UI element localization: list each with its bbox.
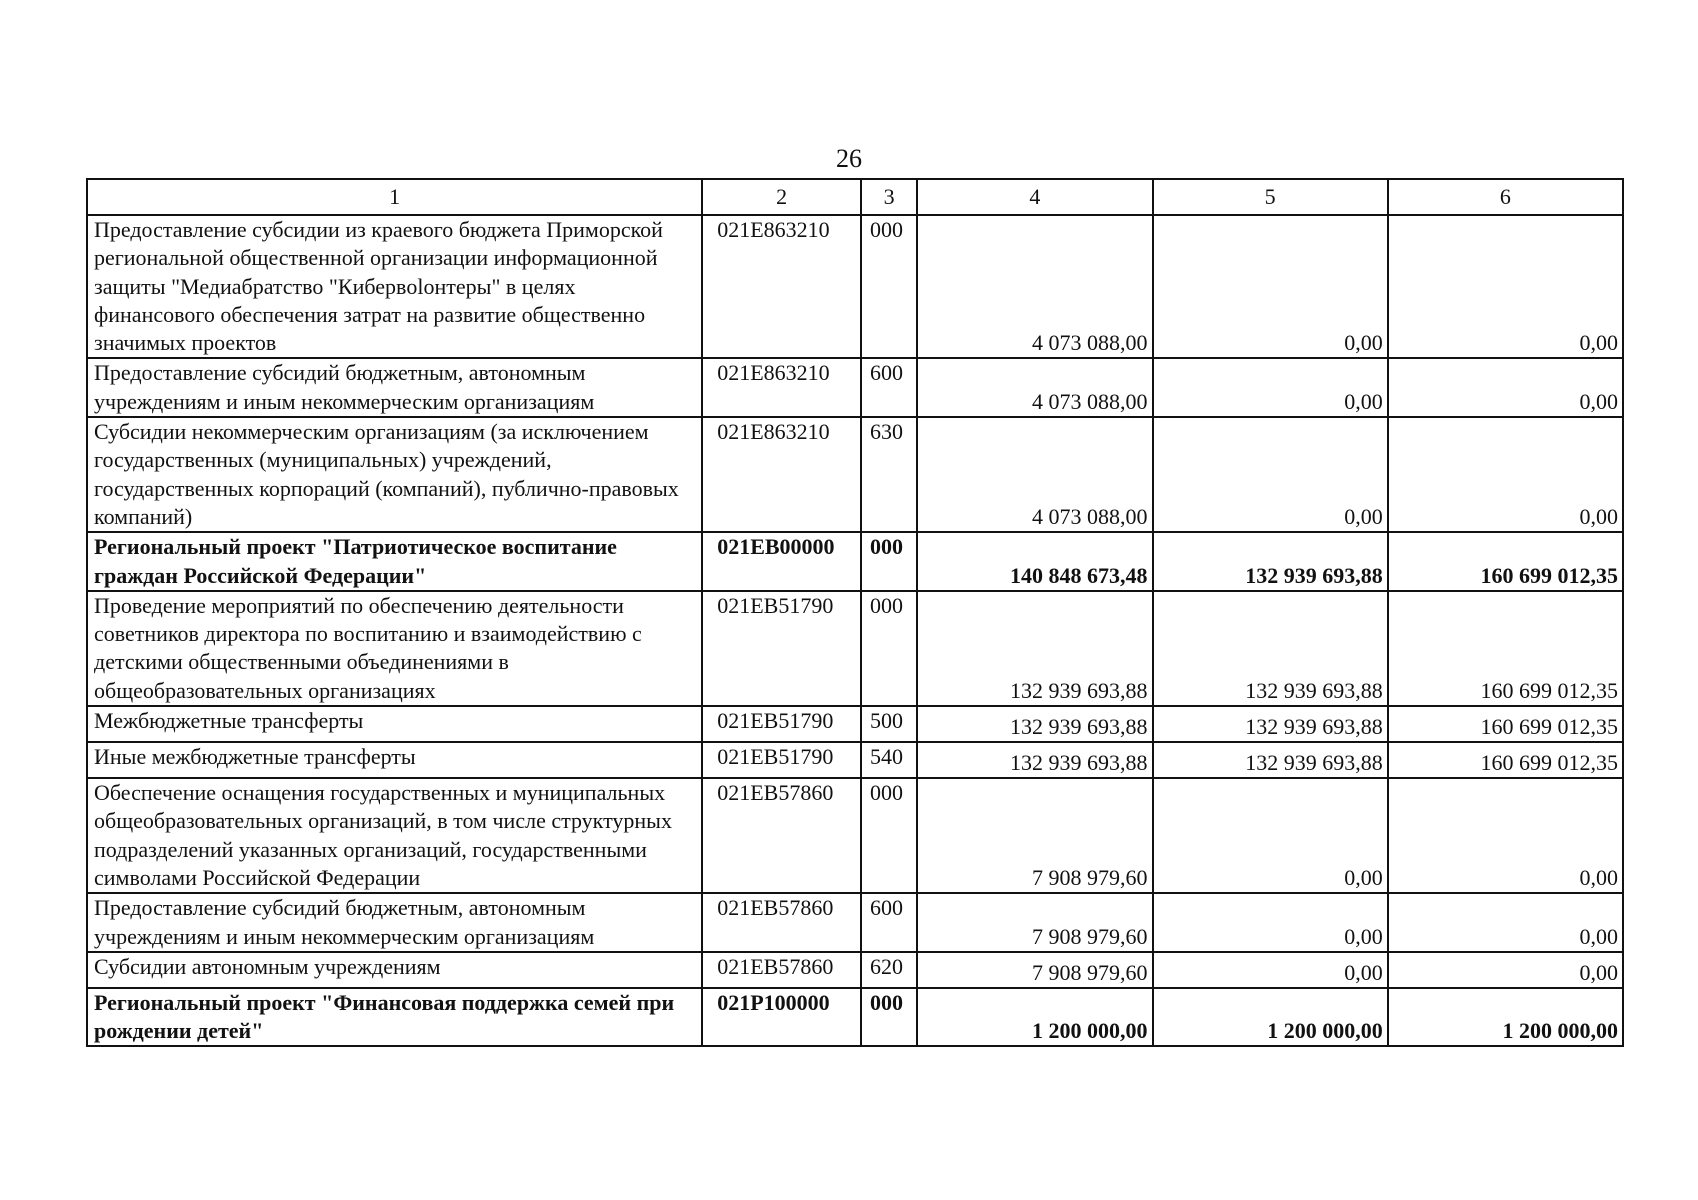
row-value-5: 132 939 693,88 — [1153, 591, 1388, 706]
row-name: Субсидии некоммерческим организациям (за исключением государственных (муниципальных) учреждений, государственных корпораций (компаний), публично-правовых компаний) — [87, 417, 702, 532]
row-code: 021EB57860 — [702, 893, 861, 952]
row-code: 021E863210 — [702, 417, 861, 532]
row-value-4: 4 073 088,00 — [917, 358, 1152, 417]
row-value-5: 132 939 693,88 — [1153, 532, 1388, 591]
table-row — [87, 778, 1623, 893]
table-row — [87, 742, 1623, 778]
row-code: 021EB51790 — [702, 591, 861, 706]
row-code: 021P100000 — [702, 988, 861, 1047]
row-kvr: 000 — [861, 591, 917, 706]
row-value-4: 132 939 693,88 — [917, 706, 1152, 742]
column-header-2: 2 — [702, 179, 861, 215]
row-value-5: 0,00 — [1153, 215, 1388, 358]
row-kvr: 600 — [861, 358, 917, 417]
budget-table — [86, 178, 1624, 1047]
table-row — [87, 706, 1623, 742]
row-value-6: 0,00 — [1388, 417, 1623, 532]
row-code: 021EB51790 — [702, 706, 861, 742]
table-row — [87, 358, 1623, 417]
row-name: Региональный проект "Финансовая поддержка семей при рождении детей" — [87, 988, 702, 1047]
table-row — [87, 215, 1623, 358]
row-code: 021EB57860 — [702, 778, 861, 893]
row-kvr: 630 — [861, 417, 917, 532]
row-value-4: 1 200 000,00 — [917, 988, 1152, 1047]
row-value-6: 0,00 — [1388, 893, 1623, 952]
row-value-4: 4 073 088,00 — [917, 417, 1152, 532]
table-row — [87, 591, 1623, 706]
table-header-row — [87, 179, 1623, 215]
row-value-6: 0,00 — [1388, 952, 1623, 988]
row-name: Межбюджетные трансферты — [87, 706, 702, 742]
column-header-5: 5 — [1153, 179, 1388, 215]
row-value-5: 0,00 — [1153, 358, 1388, 417]
column-header-4: 4 — [917, 179, 1152, 215]
row-kvr: 000 — [861, 778, 917, 893]
row-name: Обеспечение оснащения государственных и муниципальных общеобразовательных организаций, в том числе структурных подразделений указанных организаций, государственными символами Российской Федерации — [87, 778, 702, 893]
row-value-5: 0,00 — [1153, 893, 1388, 952]
row-kvr: 600 — [861, 893, 917, 952]
table-row — [87, 893, 1623, 952]
table-row — [87, 952, 1623, 988]
row-value-5: 1 200 000,00 — [1153, 988, 1388, 1047]
row-value-4: 132 939 693,88 — [917, 591, 1152, 706]
row-value-6: 160 699 012,35 — [1388, 742, 1623, 778]
row-code: 021EB51790 — [702, 742, 861, 778]
row-kvr: 000 — [861, 988, 917, 1047]
row-value-6: 0,00 — [1388, 215, 1623, 358]
table-row — [87, 417, 1623, 532]
row-value-6: 160 699 012,35 — [1388, 591, 1623, 706]
row-code: 021EB00000 — [702, 532, 861, 591]
page-number: 26 — [836, 144, 862, 173]
row-value-6: 1 200 000,00 — [1388, 988, 1623, 1047]
row-value-4: 4 073 088,00 — [917, 215, 1152, 358]
row-name: Региональный проект "Патриотическое воспитание граждан Российской Федерации" — [87, 532, 702, 591]
row-kvr: 000 — [861, 532, 917, 591]
row-name: Субсидии автономным учреждениям — [87, 952, 702, 988]
row-value-4: 132 939 693,88 — [917, 742, 1152, 778]
row-kvr: 620 — [861, 952, 917, 988]
row-kvr: 000 — [861, 215, 917, 358]
row-value-5: 0,00 — [1153, 778, 1388, 893]
row-name: Иные межбюджетные трансферты — [87, 742, 702, 778]
row-code: 021EB57860 — [702, 952, 861, 988]
column-header-1: 1 — [87, 179, 702, 215]
row-code: 021E863210 — [702, 358, 861, 417]
row-value-4: 7 908 979,60 — [917, 778, 1152, 893]
row-value-6: 160 699 012,35 — [1388, 706, 1623, 742]
column-header-6: 6 — [1388, 179, 1623, 215]
row-value-4: 140 848 673,48 — [917, 532, 1152, 591]
table-row-project — [87, 532, 1623, 591]
row-value-5: 0,00 — [1153, 417, 1388, 532]
row-value-5: 0,00 — [1153, 952, 1388, 988]
row-value-6: 0,00 — [1388, 358, 1623, 417]
row-value-4: 7 908 979,60 — [917, 952, 1152, 988]
table-row-project — [87, 988, 1623, 1047]
row-code: 021E863210 — [702, 215, 861, 358]
column-header-3: 3 — [861, 179, 917, 215]
row-value-6: 160 699 012,35 — [1388, 532, 1623, 591]
row-name: Предоставление субсидий бюджетным, автономным учреждениям и иным некоммерческим организациям — [87, 358, 702, 417]
row-value-5: 132 939 693,88 — [1153, 742, 1388, 778]
row-name: Проведение мероприятий по обеспечению деятельности советников директора по воспитанию и взаимодействию с детскими общественными объединениями в общеобразовательных организациях — [87, 591, 702, 706]
row-kvr: 500 — [861, 706, 917, 742]
row-kvr: 540 — [861, 742, 917, 778]
row-value-4: 7 908 979,60 — [917, 893, 1152, 952]
row-name: Предоставление субсидий бюджетным, автономным учреждениям и иным некоммерческим организациям — [87, 893, 702, 952]
row-name: Предоставление субсидии из краевого бюджета Приморской региональной общественной организации информационной защиты "Медиабратство "Кибервolонтеры" в целях финансового обеспечения затрат на развитие общественно значимых проектов — [87, 215, 702, 358]
row-value-6: 0,00 — [1388, 778, 1623, 893]
row-value-5: 132 939 693,88 — [1153, 706, 1388, 742]
